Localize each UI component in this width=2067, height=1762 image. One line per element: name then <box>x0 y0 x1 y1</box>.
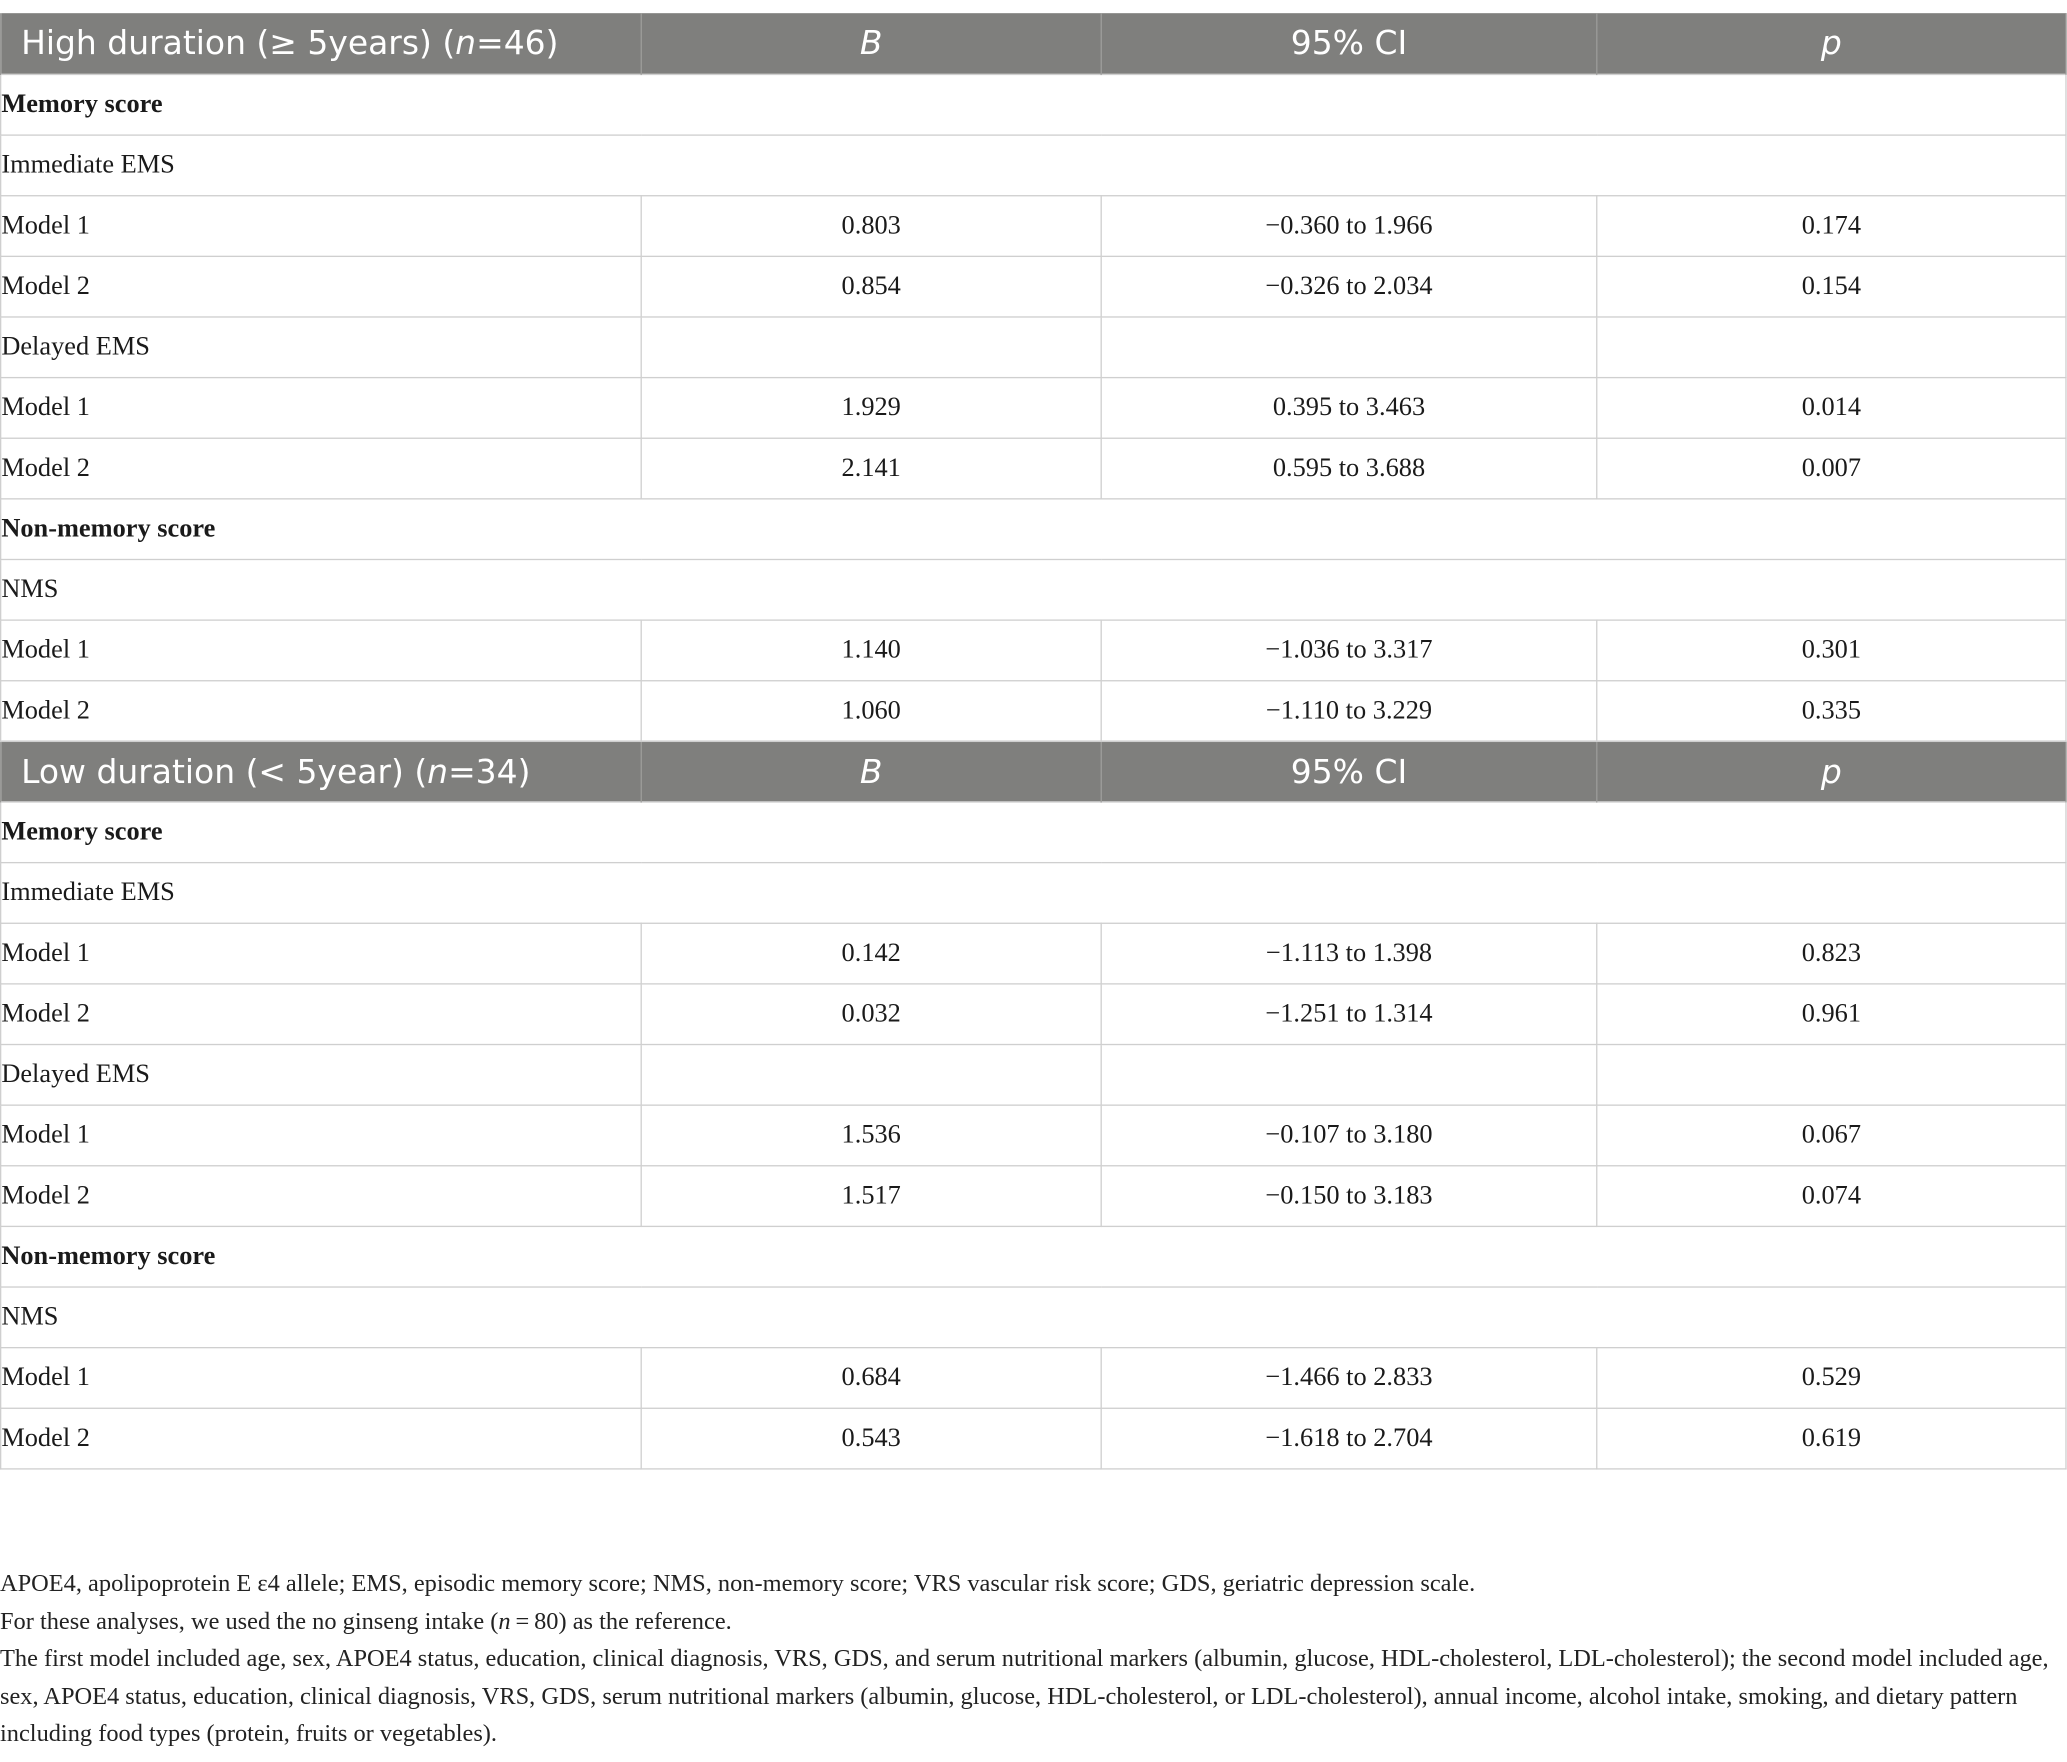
subsection-row <box>1 1286 2066 1347</box>
empty-cell <box>1597 1044 2066 1105</box>
table-row <box>1 1347 2066 1408</box>
low-duration-title: Low duration (< 5year) (n=34) <box>1 741 642 802</box>
p-value: 0.301 <box>1597 619 2066 680</box>
subsection-row <box>1 1044 2066 1105</box>
empty-cell <box>1597 316 2066 377</box>
model-label: Model 1 <box>1 923 642 984</box>
low-duration-header-row <box>1 741 2066 802</box>
empty-cell <box>1101 1044 1597 1105</box>
subsection-label: Delayed EMS <box>1 316 642 377</box>
section-label: Non-memory score <box>1 1226 2066 1287</box>
column-header-p: p <box>1597 741 2066 802</box>
ci-value: 0.595 to 3.688 <box>1101 438 1597 499</box>
p-value: 0.014 <box>1597 377 2066 438</box>
p-value: 0.529 <box>1597 1347 2066 1408</box>
ci-value: −1.251 to 1.314 <box>1101 983 1597 1044</box>
n-symbol: n <box>455 24 477 63</box>
subsection-label: NMS <box>1 1286 2066 1347</box>
section-row <box>1 74 2066 135</box>
ci-value: −1.113 to 1.398 <box>1101 923 1597 984</box>
b-value: 2.141 <box>641 438 1101 499</box>
b-value: 0.803 <box>641 195 1101 256</box>
table-row <box>1 923 2066 984</box>
model-label: Model 2 <box>1 438 642 499</box>
section-label: Memory score <box>1 801 2066 862</box>
ci-value: −0.360 to 1.966 <box>1101 195 1597 256</box>
section-row <box>1 801 2066 862</box>
table-row <box>1 256 2066 317</box>
b-value: 1.929 <box>641 377 1101 438</box>
subsection-row <box>1 862 2066 923</box>
ci-value: −1.036 to 3.317 <box>1101 619 1597 680</box>
subsection-label: Immediate EMS <box>1 134 2066 195</box>
empty-cell <box>1101 316 1597 377</box>
empty-cell <box>641 1044 1101 1105</box>
table-row <box>1 195 2066 256</box>
high-duration-title: High duration (≥ 5years) (n=46) <box>1 13 642 74</box>
p-value: 0.074 <box>1597 1165 2066 1226</box>
p-value: 0.961 <box>1597 983 2066 1044</box>
column-header-b: B <box>641 741 1101 802</box>
subsection-row <box>1 316 2066 377</box>
model-label: Model 1 <box>1 195 642 256</box>
table-row <box>1 377 2066 438</box>
table-row <box>1 983 2066 1044</box>
results-table <box>0 13 2067 1469</box>
ci-value: −0.107 to 3.180 <box>1101 1104 1597 1165</box>
p-value: 0.154 <box>1597 256 2066 317</box>
p-value: 0.619 <box>1597 1408 2066 1469</box>
column-header-ci: 95% CI <box>1101 741 1597 802</box>
subsection-label: Immediate EMS <box>1 862 2066 923</box>
b-value: 0.543 <box>641 1408 1101 1469</box>
b-value: 1.140 <box>641 619 1101 680</box>
footnote-models: The first model included age, sex, APOE4 status, education, clinical diagnosis, VRS, GDS, and serum nutritional markers (albumin, glucose, HDL-cholesterol, LDL-cholesterol); the second model included age, sex, APOE4 status, education, clinical diagnosis, VRS, GDS, serum nutritional markers (albumin, glucose, HDL-cholesterol, or LDL-cholesterol), annual income, alcohol intake, smoking, and dietary pattern including food types (protein, fruits or vegetables). <box>0 1646 2049 1748</box>
model-label: Model 2 <box>1 680 642 741</box>
table-row <box>1 438 2066 499</box>
subsection-row <box>1 134 2066 195</box>
b-value: 0.142 <box>641 923 1101 984</box>
ci-value: −0.326 to 2.034 <box>1101 256 1597 317</box>
p-value: 0.823 <box>1597 923 2066 984</box>
b-value: 0.032 <box>641 983 1101 1044</box>
model-label: Model 2 <box>1 1165 642 1226</box>
subsection-label: Delayed EMS <box>1 1044 642 1105</box>
subsection-label: NMS <box>1 559 2066 620</box>
footnote-reference: For these analyses, we used the no ginseng intake (n = 80) as the reference. <box>0 1608 732 1635</box>
section-label: Non-memory score <box>1 498 2066 559</box>
table-row <box>1 1408 2066 1469</box>
model-label: Model 1 <box>1 1347 642 1408</box>
ci-value: −0.150 to 3.183 <box>1101 1165 1597 1226</box>
ci-value: −1.618 to 2.704 <box>1101 1408 1597 1469</box>
p-value: 0.007 <box>1597 438 2066 499</box>
section-row <box>1 1226 2066 1287</box>
model-label: Model 2 <box>1 983 642 1044</box>
p-value: 0.067 <box>1597 1104 2066 1165</box>
model-label: Model 2 <box>1 1408 642 1469</box>
column-header-p: p <box>1597 13 2066 74</box>
model-label: Model 1 <box>1 377 642 438</box>
section-row <box>1 498 2066 559</box>
column-header-ci: 95% CI <box>1101 13 1597 74</box>
section-label: Memory score <box>1 74 2066 135</box>
ci-value: −1.110 to 3.229 <box>1101 680 1597 741</box>
b-value: 0.684 <box>641 1347 1101 1408</box>
ci-value: 0.395 to 3.463 <box>1101 377 1597 438</box>
n-symbol: n <box>427 751 449 791</box>
table-row <box>1 1104 2066 1165</box>
table-footnotes <box>0 1566 2065 1754</box>
b-value: 1.536 <box>641 1104 1101 1165</box>
p-value: 0.335 <box>1597 680 2066 741</box>
ci-value: −1.466 to 2.833 <box>1101 1347 1597 1408</box>
model-label: Model 1 <box>1 1104 642 1165</box>
subsection-row <box>1 559 2066 620</box>
high-duration-header-row <box>1 13 2066 74</box>
b-value: 0.854 <box>641 256 1101 317</box>
model-label: Model 1 <box>1 619 642 680</box>
b-value: 1.060 <box>641 680 1101 741</box>
column-header-b: B <box>641 13 1101 74</box>
b-value: 1.517 <box>641 1165 1101 1226</box>
table-row <box>1 680 2066 741</box>
p-value: 0.174 <box>1597 195 2066 256</box>
empty-cell <box>641 316 1101 377</box>
model-label: Model 2 <box>1 256 642 317</box>
table-row <box>1 619 2066 680</box>
table-row <box>1 1165 2066 1226</box>
footnote-abbreviations: APOE4, apolipoprotein E ε4 allele; EMS, episodic memory score; NMS, non-memory score; VRS vascular risk score; GDS, geriatric depression scale. <box>0 1571 1476 1598</box>
